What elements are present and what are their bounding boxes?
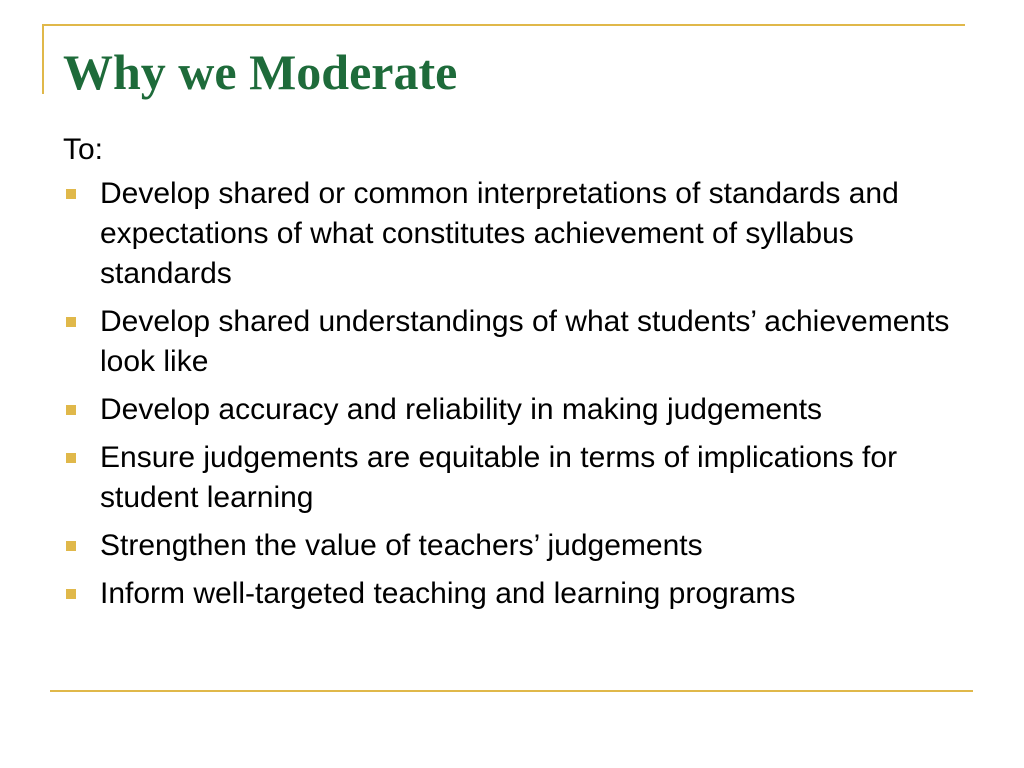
bullet-text: Strengthen the value of teachers’ judgements [100, 529, 703, 562]
bullet-text: Develop shared or common interpretations of standards and expectations of what constitutes achievement of syllabus standards [100, 177, 899, 290]
square-bullet-icon [66, 589, 76, 599]
slide-title: Why we Moderate [63, 44, 458, 100]
bullet-list [63, 174, 973, 614]
intro-text: To: [63, 133, 104, 166]
bullet-item [63, 390, 973, 430]
bullet-item [63, 302, 973, 382]
bullet-item [63, 574, 973, 614]
bullet-text: Develop accuracy and reliability in making judgements [100, 393, 823, 426]
bullet-text: Inform well-targeted teaching and learning programs [100, 577, 796, 610]
bullet-item [63, 438, 973, 518]
bottom-rule [50, 690, 973, 692]
square-bullet-icon [66, 541, 76, 551]
square-bullet-icon [66, 317, 76, 327]
bullet-item [63, 174, 973, 294]
bullet-text: Ensure judgements are equitable in terms of implications for student learning [100, 441, 898, 514]
slide-body [63, 130, 973, 622]
square-bullet-icon [66, 405, 76, 415]
bullet-item [63, 526, 973, 566]
top-rule [42, 24, 965, 26]
square-bullet-icon [66, 453, 76, 463]
square-bullet-icon [66, 189, 76, 199]
bullet-text: Develop shared understandings of what students’ achievements look like [100, 305, 950, 378]
left-rule [42, 24, 44, 94]
